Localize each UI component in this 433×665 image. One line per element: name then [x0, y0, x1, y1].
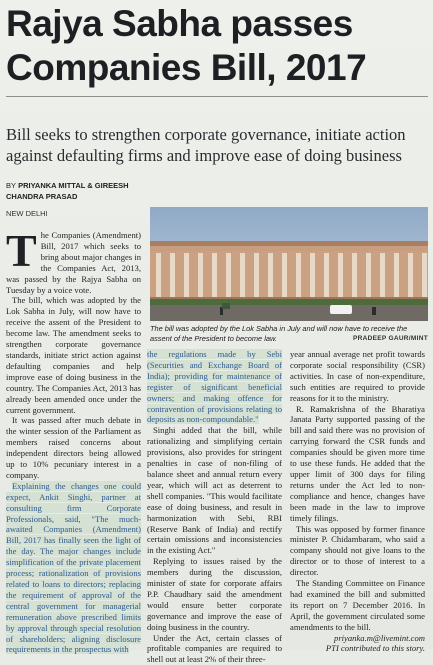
- article-paragraph: Singhi added that the bill, while rationalizing and simplifying certain provisions, also provides for stringent penalties in case of non-filing of balance sheet and annual return every year, which will act as deterrent to shell companies. "This would facilitate ease of doing business, and result in harmonization with Sebi, RBI (Reserve Bank of India) and rectify certain omissions and inconsistencies in the existing Act.": [147, 425, 282, 556]
- headline: Rajya Sabha passes Companies Bill, 2017: [6, 3, 367, 88]
- article-paragraph: Under the Act, certain classes of profitable companies are required to shell out at least 2% of their three-: [147, 632, 282, 665]
- byline: [6, 180, 146, 202]
- byline-prefix: BY: [6, 181, 17, 190]
- article-paragraph: year annual average net profit towards corporate social responsibility (CSR) activities. In case of non-expenditure, such entities are required to provide reasons for it to the ministry.: [290, 349, 425, 403]
- photo-caption: The bill was adopted by the Lok Sabha in July and will now have to receive the assent of the President to become law.: [150, 324, 408, 343]
- article-column-1: [6, 225, 141, 655]
- parliament-building-image: [150, 207, 428, 321]
- headline-rule: [6, 96, 428, 97]
- article-paragraph: [147, 349, 282, 425]
- dateline: NEW DELHI: [6, 209, 48, 218]
- article-paragraph: The bill, which was adopted by the Lok Sabha in July, will now have to receive the assent of the President to become law. The amendment seeks to strengthen corporate governance standards, initiate strict action against defaulting companies and help improve ease of doing business in the country. The Companies Act, 2013 has already been amended once under the current government.: [6, 295, 141, 415]
- article-column-3: [290, 349, 425, 654]
- highlighted-text: the regulations made by Sebi (Securities and Exchange Board of India); providing for maintenance of register of significant beneficial owners; and making offence for contravention of provisions relating to deposits as non-compoundable.": [147, 349, 282, 425]
- article-paragraph: This was opposed by former finance minister P. Chidambaram, who said a company should not give loans to the director or to those of interest to a director.: [290, 523, 425, 578]
- article-column-2: [147, 349, 282, 665]
- article-paragraph: [6, 225, 141, 295]
- pti-contribution: PTI contributed to this story.: [325, 643, 425, 654]
- article-paragraph: R. Ramakrishna of the Bharatiya Janata Party supported passing of the bill and said there was no provision of carrying forward the CSR funds and companies should be given more time to use these funds. He added that the upper limit of 300 days for filing returns under the Act led to non-compliance and hence, changes have been made in the law to improve timely filings.: [290, 403, 425, 523]
- drop-cap: T: [6, 225, 37, 276]
- highlighted-text: Explaining the changes one could expect, Ankit Singhi, partner at consulting firm Corporate Professionals, said, "The much-awaited Companies (Amendment) Bill, 2017 has finally seen the light of the day. The major changes include simplification of the private placement process; rationalization of provisions related to loans to directors; replacing the requirement of approval of the central government for managerial remuneration above prescribed limits by approval through special resolution of shareholders; aligning disclosure requirements in the prospectus with: [6, 480, 141, 655]
- photo-credit: PRADEEP GAUR/MINT: [352, 335, 428, 342]
- byline-authors: PRIYANKA MITTAL & GIREESH CHANDRA PRASAD: [6, 181, 129, 201]
- lead-text: he Companies (Amendment) Bill, 2017 which seeks to bring about major changes in the Companies Act, 2013, was passed by the Rajya Sabha on Tuesday by a voice vote.: [6, 230, 141, 295]
- article-paragraph: It was passed after much debate in the winter session of the Parliament as members raised concerns about independent directors being allowed up to 10% pecuniary interest in a company.: [6, 415, 141, 480]
- parliament-photo: [150, 207, 428, 321]
- article-paragraph: Replying to issues raised by the members during the discussion, minister of state for corporate affairs P.P. Chaudhary said the amendment would ensure better corporate governance and improve the ease of doing business in the country.: [147, 556, 282, 632]
- deck: Bill seeks to strengthen corporate governance, initiate action against defaulting firms and improve ease of doing business: [6, 125, 406, 165]
- article-paragraph: [6, 481, 141, 656]
- article-paragraph: The Standing Committee on Finance had examined the bill and submitted its report on 7 December 2016. In April, the government circulated some amendments to the bill.: [290, 578, 425, 632]
- author-email: priyanka.m@livemint.com: [334, 632, 425, 643]
